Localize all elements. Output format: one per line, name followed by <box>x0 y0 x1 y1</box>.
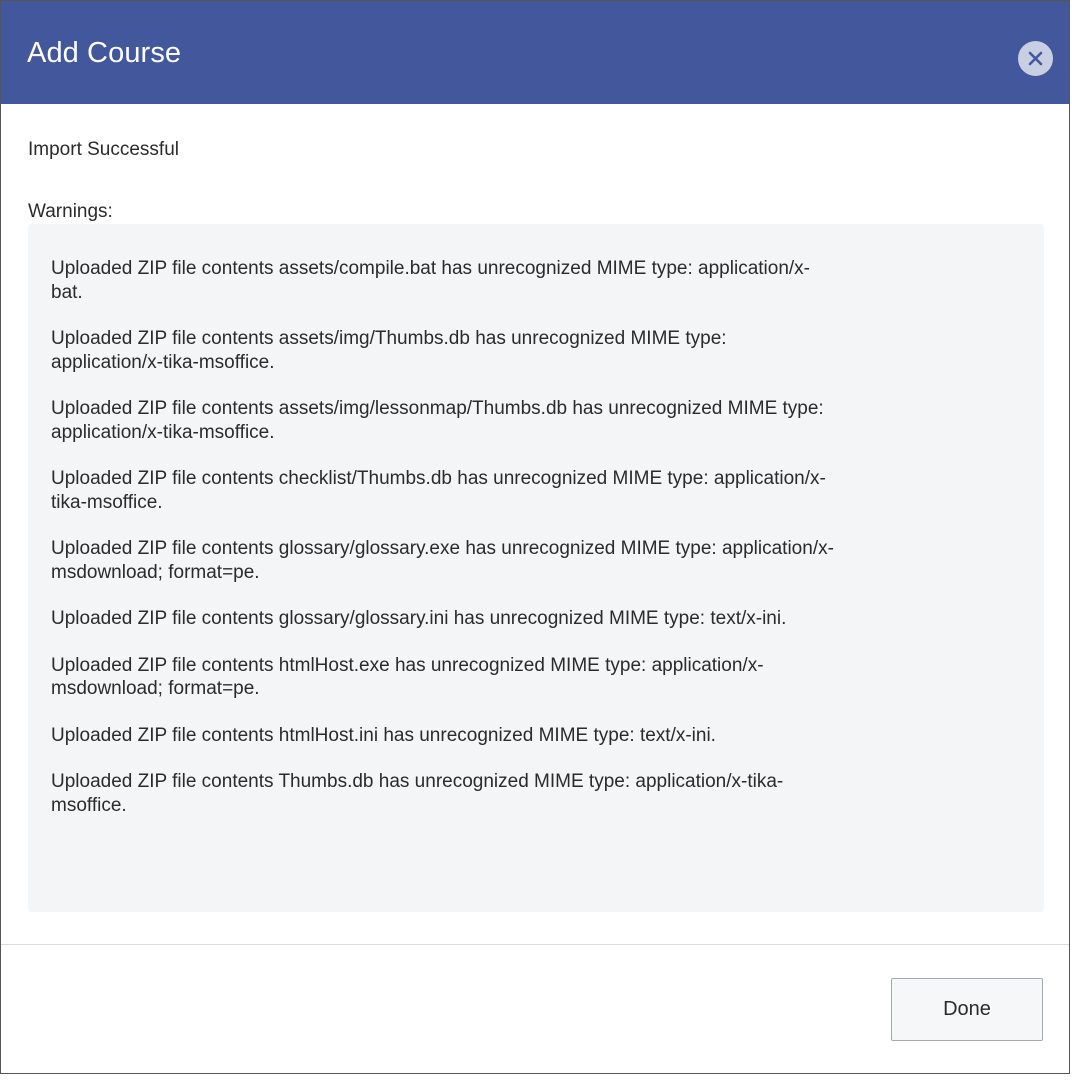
warnings-label: Warnings: <box>28 201 113 222</box>
warnings-list <box>28 224 1044 912</box>
warning-item: Uploaded ZIP file contents htmlHost.ini has unrecognized MIME type: text/x-ini. <box>51 724 716 746</box>
warning-item: Uploaded ZIP file contents htmlHost.exe has unrecognized MIME type: application/x-msdownload; format=pe. <box>51 654 764 699</box>
warning-item: Uploaded ZIP file contents glossary/glossary.exe has unrecognized MIME type: application/x-msdownload; format=pe. <box>51 538 834 583</box>
warning-item: Uploaded ZIP file contents assets/compile.bat has unrecognized MIME type: application/x-bat. <box>51 258 810 303</box>
warning-item: Uploaded ZIP file contents assets/img/lessonmap/Thumbs.db has unrecognized MIME type: application/x-tika-msoffice. <box>51 398 824 443</box>
warning-item: Uploaded ZIP file contents checklist/Thumbs.db has unrecognized MIME type: application/x-tika-msoffice. <box>51 468 826 513</box>
close-button[interactable] <box>1018 41 1053 76</box>
dialog-header <box>1 1 1069 104</box>
footer-divider <box>1 944 1069 945</box>
dialog-title: Add Course <box>27 37 182 69</box>
done-button[interactable]: Done <box>891 978 1043 1041</box>
import-status: Import Successful <box>28 139 179 160</box>
warning-item: Uploaded ZIP file contents Thumbs.db has unrecognized MIME type: application/x-tika-msoffice. <box>51 771 784 816</box>
warning-item: Uploaded ZIP file contents assets/img/Thumbs.db has unrecognized MIME type: application/x-tika-msoffice. <box>51 328 727 373</box>
warning-item: Uploaded ZIP file contents glossary/glossary.ini has unrecognized MIME type: text/x-ini. <box>51 608 787 629</box>
